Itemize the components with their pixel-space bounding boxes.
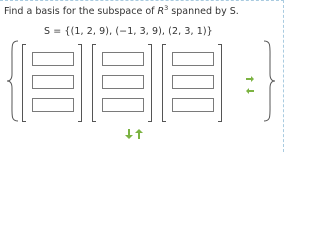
vector-1-right-bracket <box>78 44 82 122</box>
question-prompt <box>4 4 239 17</box>
vector-2-entry-2[interactable] <box>102 75 144 89</box>
arrow-left-icon[interactable] <box>246 87 254 95</box>
vector-2-right-bracket <box>148 44 152 122</box>
vector-1-entry-1[interactable] <box>32 52 74 66</box>
vector-2-entry-3[interactable] <box>102 98 144 112</box>
basis-vectors-matrix <box>22 44 252 122</box>
vector-3-entry-1[interactable] <box>172 52 214 66</box>
set-definition: S = {(1, 2, 9), (−1, 3, 9), (2, 3, 1)} <box>44 26 213 37</box>
vector-2-entry-1[interactable] <box>102 52 144 66</box>
arrow-up-icon[interactable] <box>135 129 143 139</box>
left-brace <box>6 40 20 122</box>
prompt-space: R <box>157 6 165 17</box>
arrow-right-icon[interactable] <box>246 75 254 83</box>
prompt-text: Find a basis for the subspace of <box>4 6 155 17</box>
vector-3-right-bracket <box>218 44 222 122</box>
vector-2-left-bracket <box>92 44 96 122</box>
row-size-controls <box>123 128 145 140</box>
vector-1-left-bracket <box>22 44 26 122</box>
vector-1-entry-2[interactable] <box>32 75 74 89</box>
arrow-down-icon[interactable] <box>125 129 133 139</box>
prompt-exponent: 3 <box>164 4 169 12</box>
vector-3-entry-3[interactable] <box>172 98 214 112</box>
vector-3-entry-2[interactable] <box>172 75 214 89</box>
prompt-tail: spanned by S. <box>171 6 239 17</box>
vector-3-left-bracket <box>162 44 166 122</box>
right-brace <box>262 40 276 122</box>
vector-1-entry-3[interactable] <box>32 98 74 112</box>
